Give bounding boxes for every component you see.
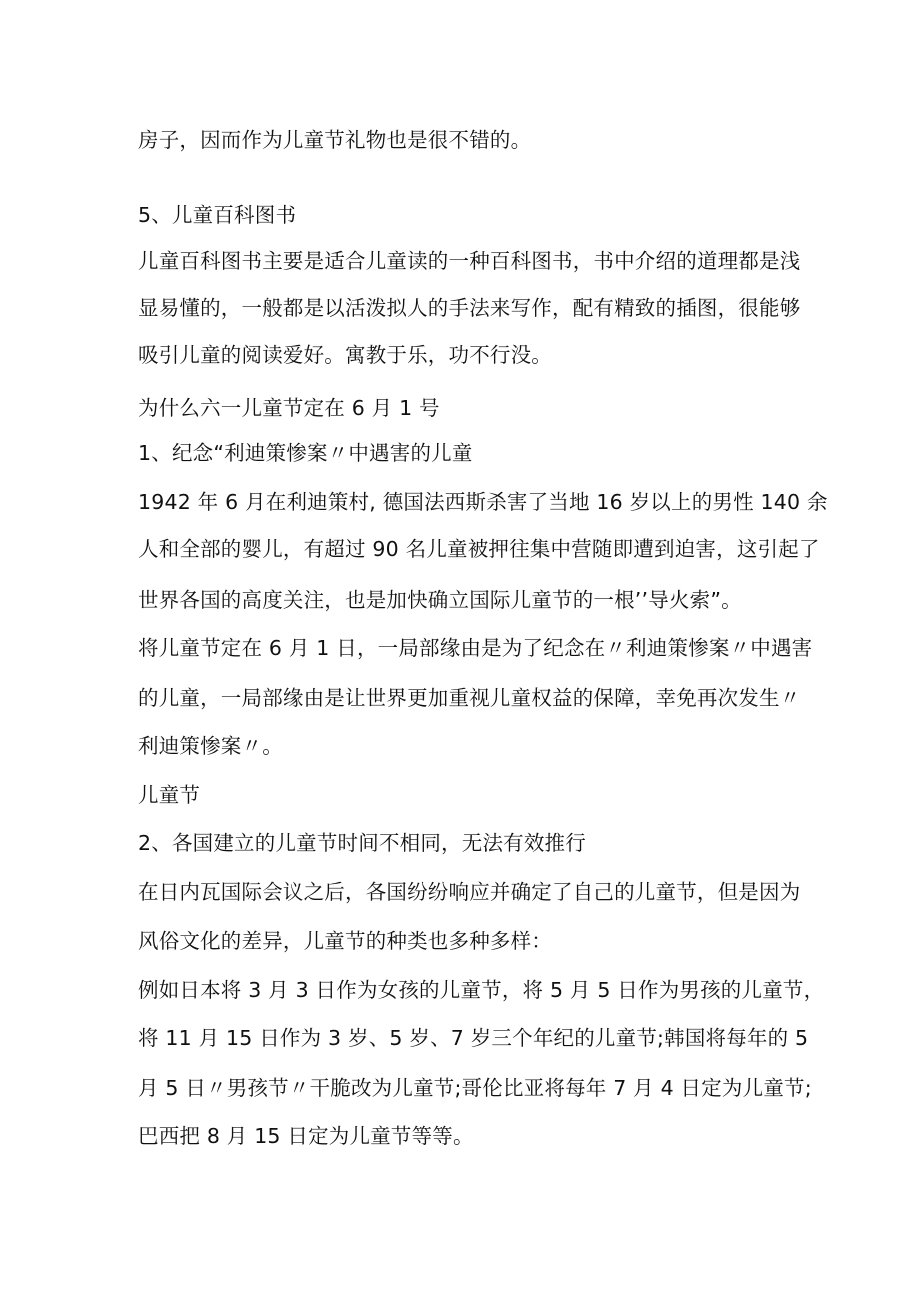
section-heading: 5、儿童百科图书: [138, 203, 297, 227]
text-line: 吸引儿童的阅读爱好。寓教于乐，功不行没。: [138, 343, 552, 367]
text-line: 例如日本将 3 月 3 日作为女孩的儿童节，将 5 月 5 日作为男孩的儿童节，: [138, 978, 825, 1002]
text-line: 月 5 日〃男孩节〃干脆改为儿童节;哥伦比亚将每年 7 月 4 日定为儿童节;: [138, 1076, 812, 1100]
text-line: 1942 年 6 月在利迪策村, 德国法西斯杀害了当地 16 岁以上的男性 140 余: [138, 490, 828, 514]
text-line: 的儿童，一局部缘由是让世界更加重视儿童权益的保障，幸免再次发生〃: [138, 686, 801, 710]
section-heading: 儿童节: [138, 783, 201, 807]
text-line: 世界各国的高度关注，也是加快确立国际儿童节的一根’’导火索”。: [138, 588, 742, 612]
text-line: 将儿童节定在 6 月 1 日，一局部缘由是为了纪念在〃利迪策惨案〃中遇害: [138, 636, 813, 660]
text-line: 在日内瓦国际会议之后，各国纷纷响应并确定了自己的儿童节，但是因为: [138, 880, 801, 904]
text-line: 风俗文化的差异，儿童节的种类也多种多样：: [138, 929, 552, 953]
text-line: 巴西把 8 月 15 日定为儿童节等等。: [138, 1124, 474, 1148]
text-line: 将 11 月 15 日作为 3 岁、5 岁、7 岁三个年纪的儿童节;韩国将每年的 5: [138, 1026, 809, 1050]
text-line: 房子，因而作为儿童节礼物也是很不错的。: [138, 128, 532, 152]
text-line: 儿童百科图书主要是适合儿童读的一种百科图书，书中介绍的道理都是浅: [138, 249, 801, 273]
text-line: 显易懂的，一般都是以活泼拟人的手法来写作，配有精致的插图，很能够: [138, 296, 801, 320]
text-line: 人和全部的婴儿，有超过 90 名儿童被押往集中营随即遭到迫害，这引起了: [138, 537, 820, 561]
section-heading: 2、各国建立的儿童节时间不相同，无法有效推行: [138, 831, 586, 855]
text-line: 利迪策惨案〃。: [138, 734, 283, 758]
section-heading: 1、纪念“利迪策惨案〃中遇害的儿童: [138, 441, 473, 465]
section-heading: 为什么六一儿童节定在 6 月 1 号: [138, 396, 440, 420]
